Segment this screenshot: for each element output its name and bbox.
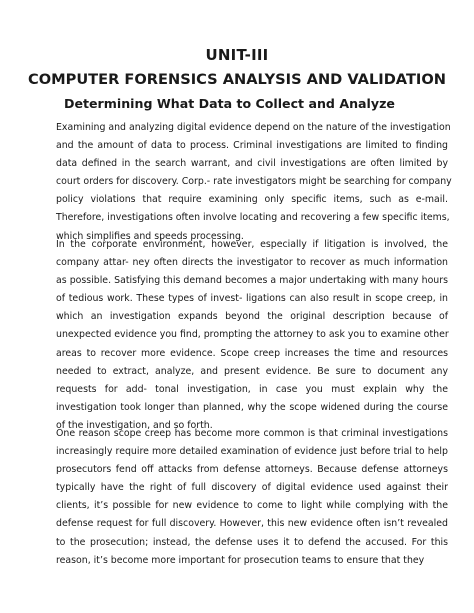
text-line: of the investigation, and so forth. bbox=[56, 419, 213, 431]
text-line: reason, it’s become more important for prosecution teams to ensure that they bbox=[56, 554, 425, 566]
text-line: Therefore, investigations often involve locating and recovering a few specific items, bbox=[56, 212, 450, 224]
text-line: unexpected evidence you find, prompting the attorney to ask you to examine other bbox=[56, 329, 449, 341]
paragraph-3 bbox=[56, 425, 448, 570]
text-line: One reason scope creep has become more common is that criminal investigations bbox=[56, 428, 448, 439]
text-line: data defined in the search warrant, and civil investigations are often limited by bbox=[56, 158, 448, 170]
text-line: typically have the right of full discovery of digital evidence used against their bbox=[56, 482, 448, 494]
text-line: requests for add- tonal investigation, in case you must explain why the bbox=[56, 383, 448, 395]
text-line: court orders for discovery. Corp.- rate investigators might be searching for company bbox=[56, 176, 452, 188]
text-line: investigation took longer than planned, why the scope widened during the course bbox=[56, 401, 448, 413]
text-line: Examining and analyzing digital evidence depend on the nature of the investigation bbox=[56, 122, 451, 133]
section-heading: Determining What Data to Collect and Analyze bbox=[64, 96, 395, 111]
chapter-title: COMPUTER FORENSICS ANALYSIS AND VALIDATION bbox=[28, 71, 446, 88]
text-line: policy violations that require examining only specific items, such as e-mail. bbox=[56, 194, 448, 206]
paragraph-2 bbox=[56, 236, 448, 435]
text-line: and the amount of data to process. Criminal investigations are limited to finding bbox=[56, 140, 448, 152]
text-line: areas to recover more evidence. Scope creep increases the time and resources bbox=[56, 347, 448, 359]
text-line: as possible. Satisfying this demand becomes a major undertaking with many hours bbox=[56, 275, 448, 287]
text-line: which an investigation expands beyond the original description because of bbox=[56, 311, 448, 323]
paragraph-1 bbox=[56, 119, 452, 246]
text-line: increasingly require more detailed examination of evidence just before trial to help bbox=[56, 446, 448, 458]
text-line: needed to extract, analyze, and present evidence. Be sure to document any bbox=[56, 365, 448, 377]
text-line: which simplifies and speeds processing. bbox=[56, 230, 244, 242]
text-line: prosecutors fend off attacks from defense attorneys. Because defense attorneys bbox=[56, 464, 448, 476]
text-line: clients, it’s possible for new evidence to come to light while complying with the bbox=[56, 500, 448, 512]
text-line: company attar- ney often directs the investigator to recover as much information bbox=[56, 257, 448, 269]
unit-heading: UNIT-III bbox=[205, 46, 269, 64]
text-line: of tedious work. These types of invest- ligations can also result in scope creep, in bbox=[56, 293, 448, 305]
text-line: to the prosecution; instead, the defense uses it to defend the accused. For this bbox=[56, 536, 448, 548]
text-line: In the corporate environment, however, especially if litigation is involved, the bbox=[56, 239, 448, 250]
text-line: defense request for full discovery. However, this new evidence often isn’t revealed bbox=[56, 518, 448, 530]
